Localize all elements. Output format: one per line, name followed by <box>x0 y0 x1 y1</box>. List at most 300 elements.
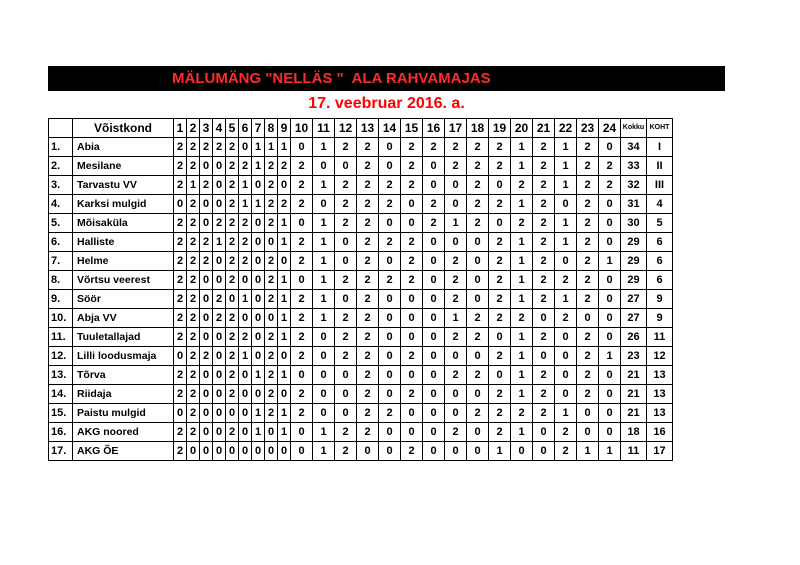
score-cell: 2 <box>200 233 213 252</box>
score-cell: 2 <box>423 138 445 157</box>
score-cell: 2 <box>445 366 467 385</box>
score-cell: 0 <box>252 252 265 271</box>
question-header: 16 <box>423 119 445 138</box>
score-cell: 0 <box>200 214 213 233</box>
score-cell: 0 <box>445 385 467 404</box>
score-cell: 2 <box>174 423 187 442</box>
score-cell: 2 <box>555 309 577 328</box>
score-cell: 2 <box>291 252 313 271</box>
score-cell: 2 <box>511 176 533 195</box>
score-cell: 0 <box>252 214 265 233</box>
place-cell: 13 <box>647 385 673 404</box>
score-cell: 0 <box>291 442 313 461</box>
score-cell: 2 <box>278 157 291 176</box>
team-name: Halliste <box>73 233 174 252</box>
score-cell: 1 <box>252 404 265 423</box>
score-cell: 2 <box>291 347 313 366</box>
score-cell: 0 <box>213 195 226 214</box>
score-cell: 0 <box>555 366 577 385</box>
score-cell: 2 <box>577 233 599 252</box>
question-header: 20 <box>511 119 533 138</box>
score-cell: 0 <box>200 385 213 404</box>
score-cell: 0 <box>423 366 445 385</box>
total-cell: 21 <box>621 404 647 423</box>
score-cell: 1 <box>239 347 252 366</box>
rank-cell: 1. <box>49 138 73 157</box>
score-cell: 1 <box>239 195 252 214</box>
score-cell: 2 <box>357 423 379 442</box>
score-cell: 1 <box>511 328 533 347</box>
score-cell: 2 <box>265 347 278 366</box>
score-cell: 2 <box>489 271 511 290</box>
score-cell: 2 <box>265 195 278 214</box>
question-header: 11 <box>313 119 335 138</box>
score-cell: 2 <box>174 214 187 233</box>
score-cell: 2 <box>533 385 555 404</box>
score-cell: 1 <box>511 195 533 214</box>
score-cell: 0 <box>335 233 357 252</box>
place-cell: II <box>647 157 673 176</box>
score-cell: 2 <box>187 385 200 404</box>
score-cell: 0 <box>533 423 555 442</box>
score-cell: 0 <box>423 385 445 404</box>
score-cell: 0 <box>423 176 445 195</box>
place-cell: III <box>647 176 673 195</box>
score-cell: 0 <box>467 233 489 252</box>
score-cell: 2 <box>174 385 187 404</box>
score-cell: 0 <box>379 157 401 176</box>
table-row <box>49 233 673 252</box>
score-cell: 0 <box>599 214 621 233</box>
total-cell: 27 <box>621 290 647 309</box>
team-name: Riidaja <box>73 385 174 404</box>
score-cell: 2 <box>533 176 555 195</box>
score-cell: 1 <box>555 138 577 157</box>
total-cell: 21 <box>621 366 647 385</box>
score-cell: 2 <box>511 214 533 233</box>
score-cell: 0 <box>533 309 555 328</box>
score-cell: 0 <box>445 347 467 366</box>
place-cell: 4 <box>647 195 673 214</box>
total-cell: 34 <box>621 138 647 157</box>
place-header: KOHT <box>647 119 673 138</box>
score-cell: 2 <box>174 442 187 461</box>
score-cell: 0 <box>599 233 621 252</box>
score-cell: 0 <box>278 385 291 404</box>
score-cell: 2 <box>335 195 357 214</box>
score-cell: 1 <box>278 233 291 252</box>
score-cell: 0 <box>278 252 291 271</box>
score-cell: 0 <box>379 385 401 404</box>
question-header: 5 <box>226 119 239 138</box>
score-cell: 0 <box>423 404 445 423</box>
score-cell: 2 <box>187 366 200 385</box>
rank-cell: 8. <box>49 271 73 290</box>
score-cell: 1 <box>278 214 291 233</box>
score-cell: 0 <box>252 233 265 252</box>
score-cell: 2 <box>489 309 511 328</box>
score-cell: 1 <box>252 195 265 214</box>
question-header: 2 <box>187 119 200 138</box>
place-cell: 11 <box>647 328 673 347</box>
table-row <box>49 347 673 366</box>
score-cell: 2 <box>467 328 489 347</box>
score-cell: 2 <box>423 195 445 214</box>
rank-cell: 7. <box>49 252 73 271</box>
score-cell: 0 <box>200 366 213 385</box>
score-cell: 0 <box>252 176 265 195</box>
score-cell: 1 <box>511 157 533 176</box>
score-cell: 0 <box>200 328 213 347</box>
score-cell: 0 <box>200 309 213 328</box>
score-cell: 1 <box>511 347 533 366</box>
score-cell: 2 <box>335 347 357 366</box>
place-cell: 6 <box>647 233 673 252</box>
score-cell: 1 <box>313 271 335 290</box>
score-cell: 1 <box>555 290 577 309</box>
score-cell: 2 <box>357 195 379 214</box>
team-name: Abia <box>73 138 174 157</box>
score-cell: 2 <box>467 176 489 195</box>
place-cell: 6 <box>647 252 673 271</box>
score-cell: 1 <box>511 366 533 385</box>
score-cell: 2 <box>335 442 357 461</box>
score-cell: 2 <box>357 290 379 309</box>
score-cell: 0 <box>599 290 621 309</box>
score-cell: 0 <box>555 195 577 214</box>
score-cell: 0 <box>239 309 252 328</box>
score-cell: 1 <box>265 138 278 157</box>
score-cell: 2 <box>357 328 379 347</box>
score-cell: 1 <box>489 442 511 461</box>
score-cell: 2 <box>511 309 533 328</box>
total-cell: 27 <box>621 309 647 328</box>
score-cell: 0 <box>252 442 265 461</box>
score-cell: 2 <box>239 328 252 347</box>
score-cell: 2 <box>174 309 187 328</box>
score-cell: 2 <box>335 214 357 233</box>
score-cell: 2 <box>379 271 401 290</box>
question-header: 3 <box>200 119 213 138</box>
score-cell: 2 <box>357 176 379 195</box>
score-cell: 0 <box>467 442 489 461</box>
score-cell: 0 <box>555 385 577 404</box>
score-cell: 2 <box>265 328 278 347</box>
rank-cell: 3. <box>49 176 73 195</box>
score-cell: 2 <box>489 138 511 157</box>
score-cell: 0 <box>200 404 213 423</box>
score-cell: 1 <box>313 423 335 442</box>
score-cell: 0 <box>379 290 401 309</box>
score-cell: 2 <box>226 366 239 385</box>
team-header: Võistkond <box>73 119 174 138</box>
team-name: AKG noored <box>73 423 174 442</box>
score-cell: 0 <box>577 423 599 442</box>
score-cell: 2 <box>187 309 200 328</box>
question-header: 22 <box>555 119 577 138</box>
score-cell: 2 <box>187 347 200 366</box>
score-cell: 2 <box>445 157 467 176</box>
score-cell: 2 <box>187 423 200 442</box>
question-header: 6 <box>239 119 252 138</box>
score-cell: 1 <box>511 385 533 404</box>
score-cell: 0 <box>252 290 265 309</box>
score-cell: 0 <box>423 309 445 328</box>
team-name: Tarvastu VV <box>73 176 174 195</box>
score-cell: 1 <box>445 309 467 328</box>
score-cell: 0 <box>291 271 313 290</box>
score-cell: 0 <box>577 404 599 423</box>
score-cell: 2 <box>445 423 467 442</box>
rank-cell: 10. <box>49 309 73 328</box>
score-cell: 0 <box>467 252 489 271</box>
score-cell: 0 <box>239 442 252 461</box>
question-header: 19 <box>489 119 511 138</box>
score-cell: 0 <box>379 442 401 461</box>
score-cell: 1 <box>313 290 335 309</box>
score-cell: 0 <box>423 328 445 347</box>
event-date: 17. veebruar 2016. a. <box>308 95 465 112</box>
question-header: 10 <box>291 119 313 138</box>
score-cell: 2 <box>577 252 599 271</box>
place-cell: 9 <box>647 290 673 309</box>
score-cell: 2 <box>533 214 555 233</box>
score-cell: 0 <box>467 423 489 442</box>
score-cell: 1 <box>555 176 577 195</box>
score-cell: 2 <box>213 214 226 233</box>
score-cell: 1 <box>511 252 533 271</box>
score-cell: 0 <box>379 309 401 328</box>
score-cell: 2 <box>401 442 423 461</box>
score-cell: 2 <box>174 176 187 195</box>
score-cell: 0 <box>226 442 239 461</box>
score-cell: 2 <box>489 385 511 404</box>
score-cell: 0 <box>278 442 291 461</box>
score-cell: 0 <box>555 252 577 271</box>
score-cell: 2 <box>357 138 379 157</box>
total-cell: 29 <box>621 233 647 252</box>
team-name: Helme <box>73 252 174 271</box>
team-name: Võrtsu veerest <box>73 271 174 290</box>
total-cell: 21 <box>621 385 647 404</box>
score-cell: 2 <box>599 176 621 195</box>
total-cell: 32 <box>621 176 647 195</box>
score-cell: 2 <box>577 195 599 214</box>
team-name: Tuuletallajad <box>73 328 174 347</box>
score-cell: 0 <box>599 328 621 347</box>
rank-cell: 9. <box>49 290 73 309</box>
score-cell: 2 <box>187 157 200 176</box>
score-cell: 2 <box>445 328 467 347</box>
score-cell: 2 <box>489 290 511 309</box>
score-cell: 0 <box>423 271 445 290</box>
score-cell: 2 <box>291 157 313 176</box>
team-name: Tõrva <box>73 366 174 385</box>
score-cell: 2 <box>401 157 423 176</box>
score-cell: 2 <box>533 233 555 252</box>
score-cell: 2 <box>599 157 621 176</box>
score-cell: 2 <box>174 157 187 176</box>
score-cell: 2 <box>489 157 511 176</box>
score-cell: 0 <box>599 138 621 157</box>
question-header: 9 <box>278 119 291 138</box>
score-cell: 0 <box>239 423 252 442</box>
score-cell: 0 <box>174 195 187 214</box>
score-cell: 0 <box>379 252 401 271</box>
score-cell: 0 <box>187 442 200 461</box>
question-header: 24 <box>599 119 621 138</box>
score-cell: 0 <box>511 442 533 461</box>
score-cell: 1 <box>252 366 265 385</box>
score-cell: 1 <box>555 233 577 252</box>
score-cell: 2 <box>265 176 278 195</box>
score-cell: 0 <box>313 347 335 366</box>
score-cell: 2 <box>265 157 278 176</box>
score-cell: 0 <box>313 328 335 347</box>
score-cell: 1 <box>313 138 335 157</box>
score-cell: 1 <box>555 404 577 423</box>
score-cell: 1 <box>313 214 335 233</box>
score-cell: 2 <box>489 404 511 423</box>
place-cell: 5 <box>647 214 673 233</box>
score-cell: 2 <box>226 347 239 366</box>
score-cell: 2 <box>187 328 200 347</box>
score-cell: 2 <box>577 157 599 176</box>
score-cell: 2 <box>335 271 357 290</box>
score-cell: 0 <box>200 290 213 309</box>
score-cell: 2 <box>445 252 467 271</box>
score-cell: 2 <box>467 309 489 328</box>
score-cell: 2 <box>335 423 357 442</box>
score-cell: 0 <box>291 366 313 385</box>
score-cell: 0 <box>423 290 445 309</box>
table-row <box>49 176 673 195</box>
title-bar <box>48 66 725 91</box>
score-cell: 2 <box>533 195 555 214</box>
score-cell: 2 <box>291 385 313 404</box>
score-cell: 0 <box>200 195 213 214</box>
total-cell: 29 <box>621 271 647 290</box>
score-cell: 2 <box>577 138 599 157</box>
score-cell: 0 <box>445 404 467 423</box>
score-cell: 0 <box>401 290 423 309</box>
score-cell: 0 <box>599 309 621 328</box>
score-cell: 0 <box>489 214 511 233</box>
score-cell: 1 <box>252 157 265 176</box>
score-cell: 0 <box>577 309 599 328</box>
score-cell: 0 <box>213 404 226 423</box>
place-cell: 9 <box>647 309 673 328</box>
score-cell: 1 <box>278 366 291 385</box>
score-cell: 2 <box>291 290 313 309</box>
score-cell: 2 <box>489 252 511 271</box>
score-cell: 0 <box>555 328 577 347</box>
score-cell: 0 <box>423 442 445 461</box>
score-cell: 1 <box>555 157 577 176</box>
score-cell: 1 <box>511 271 533 290</box>
score-cell: 2 <box>187 290 200 309</box>
score-cell: 2 <box>467 366 489 385</box>
score-cell: 2 <box>226 195 239 214</box>
score-cell: 0 <box>335 366 357 385</box>
score-cell: 0 <box>213 157 226 176</box>
score-cell: 1 <box>313 233 335 252</box>
score-cell: 2 <box>335 328 357 347</box>
score-cell: 2 <box>467 195 489 214</box>
score-cell: 2 <box>489 423 511 442</box>
total-header: Kokku <box>621 119 647 138</box>
score-cell: 2 <box>226 309 239 328</box>
score-cell: 0 <box>357 442 379 461</box>
score-cell: 0 <box>335 157 357 176</box>
score-cell: 2 <box>577 290 599 309</box>
score-cell: 2 <box>226 252 239 271</box>
team-name: Karksi mulgid <box>73 195 174 214</box>
score-cell: 2 <box>401 176 423 195</box>
score-cell: 2 <box>401 347 423 366</box>
total-cell: 18 <box>621 423 647 442</box>
score-cell: 1 <box>278 290 291 309</box>
score-cell: 2 <box>200 347 213 366</box>
score-cell: 0 <box>599 423 621 442</box>
score-cell: 2 <box>577 385 599 404</box>
score-cell: 2 <box>226 176 239 195</box>
question-header: 17 <box>445 119 467 138</box>
score-cell: 2 <box>357 252 379 271</box>
score-cell: 2 <box>445 138 467 157</box>
score-cell: 2 <box>265 366 278 385</box>
score-cell: 2 <box>489 233 511 252</box>
score-cell: 0 <box>423 252 445 271</box>
score-cell: 2 <box>357 271 379 290</box>
score-cell: 2 <box>401 385 423 404</box>
score-cell: 2 <box>555 423 577 442</box>
score-cell: 2 <box>291 195 313 214</box>
score-cell: 1 <box>313 176 335 195</box>
score-cell: 2 <box>265 290 278 309</box>
table-row <box>49 195 673 214</box>
table-row <box>49 328 673 347</box>
score-cell: 2 <box>213 309 226 328</box>
score-cell: 2 <box>265 404 278 423</box>
score-cell: 1 <box>599 252 621 271</box>
score-cell: 1 <box>599 347 621 366</box>
table-row <box>49 214 673 233</box>
place-cell: 12 <box>647 347 673 366</box>
score-cell: 0 <box>313 195 335 214</box>
score-cell: 2 <box>200 252 213 271</box>
score-cell: 0 <box>291 138 313 157</box>
score-cell: 2 <box>174 328 187 347</box>
score-cell: 2 <box>174 366 187 385</box>
team-name: AKG ÕE <box>73 442 174 461</box>
table-row <box>49 442 673 461</box>
score-cell: 2 <box>265 214 278 233</box>
score-cell: 2 <box>467 157 489 176</box>
question-header: 14 <box>379 119 401 138</box>
score-cell: 0 <box>599 404 621 423</box>
score-cell: 2 <box>533 252 555 271</box>
score-cell: 0 <box>489 366 511 385</box>
rank-cell: 15. <box>49 404 73 423</box>
score-cell: 2 <box>357 233 379 252</box>
score-cell: 2 <box>200 176 213 195</box>
header-row <box>49 119 673 138</box>
score-cell: 2 <box>401 252 423 271</box>
score-cell: 1 <box>278 404 291 423</box>
score-cell: 2 <box>291 233 313 252</box>
score-cell: 0 <box>213 423 226 442</box>
